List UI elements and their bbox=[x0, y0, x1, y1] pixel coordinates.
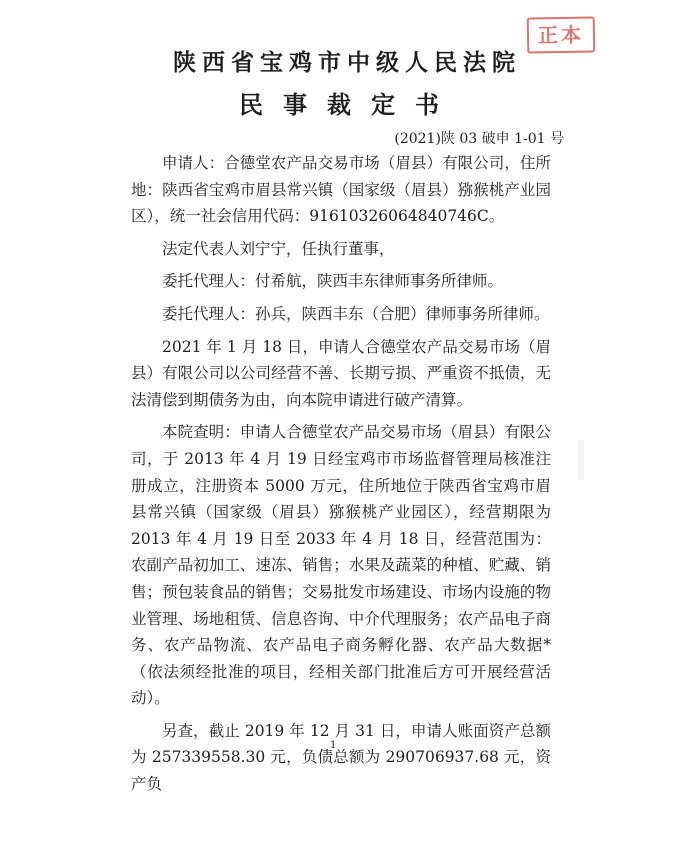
scan-smudge bbox=[578, 440, 584, 480]
application-paragraph: 2021 年 1 月 18 日，申请人合德堂农产品交易市场（眉县）有限公司以公司经营不善、长期亏损、严重资不抵债，无法清偿到期债务为由，向本院申请进行破产清算。 bbox=[131, 337, 551, 409]
court-name-heading: 陕西省宝鸡市中级人民法院 bbox=[173, 49, 521, 76]
ruling-body bbox=[131, 150, 551, 800]
applicant-paragraph: 申请人：合德堂农产品交易市场（眉县）有限公司，住所地：陕西省宝鸡市眉县常兴镇（国家级（眉县）猕猴桃产业园区），统一社会信用代码：91610326064840746C。 bbox=[131, 154, 551, 226]
original-copy-stamp: 正本 bbox=[527, 16, 596, 53]
agent-paragraph-1: 委托代理人：付希航，陕西丰东律师事务所律师。 bbox=[162, 272, 504, 291]
further-findings-paragraph: 另查，截止 2019 年 12 月 31 日，申请人账面资产总额为 257339558.30 元，负债总额为 290706937.68 元，资产负 bbox=[131, 721, 551, 794]
agent-paragraph-2: 委托代理人：孙兵，陕西丰东（合肥）律师事务所律师。 bbox=[162, 304, 550, 323]
case-number: (2021)陕 03 破申 1-01 号 bbox=[394, 131, 564, 147]
legal-representative-paragraph: 法定代表人刘宁宁，任执行董事， bbox=[162, 239, 395, 258]
document-type-title: 民事裁定书 bbox=[239, 90, 459, 119]
findings-paragraph: 本院查明：申请人合德堂农产品交易市场（眉县）有限公司，于 2013 年 4 月 19 日经宝鸡市市场监督管理局核准注册成立，注册资本 5000 万元，住所地位于陕西省宝鸡市眉县常兴镇（国家级（眉县）猕猴桃产业园区），经营期限为 2013 年 4 月 19 日至 2033 年 4 月 18 日，经营范围为：农副产品初加工、速冻、销售；水果及蔬菜的种植、贮藏、销售；预包装食品的销售；交易批发市场建设、市场内设施的物业管理、场地租赁、信息咨询、中介代理服务；农产品电子商务、农产品物流、农产品电子商务孵化器、农产品大数据*（依法须经批准的项目，经相关部门批准后方可开展经营活动）。 bbox=[131, 423, 551, 708]
page-number: 1 bbox=[330, 740, 337, 751]
